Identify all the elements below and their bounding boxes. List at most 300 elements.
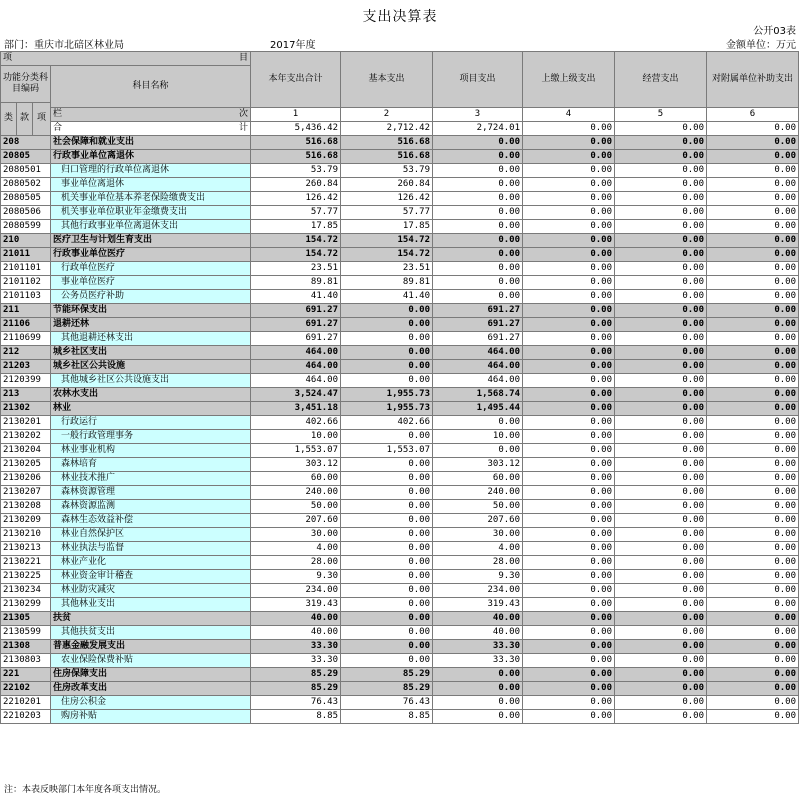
- row-code: 2080506: [1, 206, 51, 220]
- row-value-3: 60.00: [433, 472, 523, 486]
- row-code: 2210201: [1, 696, 51, 710]
- footnote: 注：本表反映部门本年度各项支出情况。: [4, 785, 167, 795]
- row-value-5: 0.00: [615, 402, 707, 416]
- col-number-4: 4: [523, 108, 615, 122]
- row-name: 森林生态效益补偿: [51, 514, 251, 528]
- row-value-5: 0.00: [615, 682, 707, 696]
- row-value-4: 0.00: [523, 136, 615, 150]
- row-value-4: 0.00: [523, 710, 615, 724]
- row-value-2: 89.81: [341, 276, 433, 290]
- row-value-1: 40.00: [251, 626, 341, 640]
- row-code: 2130209: [1, 514, 51, 528]
- row-name: 节能环保支出: [51, 304, 251, 318]
- table-row: [1, 500, 799, 514]
- table-row: [1, 262, 799, 276]
- row-value-3: 0.00: [433, 696, 523, 710]
- row-code: 2130202: [1, 430, 51, 444]
- row-value-1: 9.30: [251, 570, 341, 584]
- row-value-4: 0.00: [523, 178, 615, 192]
- row-name: 林业执法与监督: [51, 542, 251, 556]
- table-row: [1, 626, 799, 640]
- row-value-3: 0.00: [433, 710, 523, 724]
- row-value-5: 0.00: [615, 514, 707, 528]
- row-value-5: 0.00: [615, 430, 707, 444]
- row-value-3: 0.00: [433, 290, 523, 304]
- row-value-5: 0.00: [615, 262, 707, 276]
- row-code: 210: [1, 234, 51, 248]
- row-value-1: 691.27: [251, 332, 341, 346]
- table-row: [1, 612, 799, 626]
- row-value-4: 0.00: [523, 584, 615, 598]
- row-value-2: 41.40: [341, 290, 433, 304]
- row-value-2: 23.51: [341, 262, 433, 276]
- row-value-3: 691.27: [433, 304, 523, 318]
- row-name: 行政单位医疗: [51, 262, 251, 276]
- row-value-2: 126.42: [341, 192, 433, 206]
- row-value-5: 0.00: [615, 458, 707, 472]
- row-value-6: 0.00: [707, 528, 799, 542]
- row-name: 归口管理的行政单位离退休: [51, 164, 251, 178]
- total-row: [1, 122, 799, 136]
- row-value-5: 0.00: [615, 500, 707, 514]
- row-code: 2130299: [1, 598, 51, 612]
- row-value-5: 0.00: [615, 290, 707, 304]
- row-value-5: 0.00: [615, 612, 707, 626]
- row-value-4: 0.00: [523, 262, 615, 276]
- row-value-2: 260.84: [341, 178, 433, 192]
- row-value-4: 0.00: [523, 220, 615, 234]
- row-value-6: 0.00: [707, 612, 799, 626]
- row-name: 行政事业单位医疗: [51, 248, 251, 262]
- row-value-5: 0.00: [615, 220, 707, 234]
- row-value-4: 0.00: [523, 682, 615, 696]
- row-value-3: 0.00: [433, 262, 523, 276]
- table-row: [1, 654, 799, 668]
- row-value-2: 0.00: [341, 528, 433, 542]
- row-value-1: 28.00: [251, 556, 341, 570]
- row-value-3: 1,495.44: [433, 402, 523, 416]
- header-he: 合: [53, 123, 63, 133]
- row-value-2: 0.00: [341, 598, 433, 612]
- header-type-xiang: 项: [33, 102, 51, 136]
- row-code: 2130234: [1, 584, 51, 598]
- row-value-5: 0.00: [615, 136, 707, 150]
- row-value-1: 516.68: [251, 136, 341, 150]
- row-value-6: 0.00: [707, 360, 799, 374]
- row-code: 2130201: [1, 416, 51, 430]
- row-value-3: 207.60: [433, 514, 523, 528]
- row-value-5: 0.00: [615, 472, 707, 486]
- row-value-1: 57.77: [251, 206, 341, 220]
- col-number-1: 1: [251, 108, 341, 122]
- total-value-4: 0.00: [523, 122, 615, 136]
- row-value-5: 0.00: [615, 206, 707, 220]
- row-value-2: 0.00: [341, 626, 433, 640]
- row-value-3: 0.00: [433, 164, 523, 178]
- row-name: 扶贫: [51, 612, 251, 626]
- row-value-3: 0.00: [433, 668, 523, 682]
- row-name: 行政事业单位离退休: [51, 150, 251, 164]
- table-row: [1, 710, 799, 724]
- table-row: [1, 192, 799, 206]
- table-row: [1, 556, 799, 570]
- row-value-2: 402.66: [341, 416, 433, 430]
- total-value-6: 0.00: [707, 122, 799, 136]
- col-number-2: 2: [341, 108, 433, 122]
- row-value-5: 0.00: [615, 584, 707, 598]
- row-value-4: 0.00: [523, 234, 615, 248]
- row-value-5: 0.00: [615, 150, 707, 164]
- table-row: [1, 290, 799, 304]
- row-name: 普惠金融发展支出: [51, 640, 251, 654]
- header-col-3: 项目支出: [433, 52, 523, 108]
- row-value-4: 0.00: [523, 598, 615, 612]
- row-name: 住房保障支出: [51, 668, 251, 682]
- row-code: 2130210: [1, 528, 51, 542]
- row-value-6: 0.00: [707, 654, 799, 668]
- row-value-4: 0.00: [523, 612, 615, 626]
- row-value-6: 0.00: [707, 416, 799, 430]
- table-row: [1, 696, 799, 710]
- row-value-5: 0.00: [615, 388, 707, 402]
- table-row: [1, 570, 799, 584]
- row-value-2: 516.68: [341, 150, 433, 164]
- table-row: [1, 304, 799, 318]
- row-value-3: 1,568.74: [433, 388, 523, 402]
- row-value-3: 33.30: [433, 640, 523, 654]
- row-value-4: 0.00: [523, 472, 615, 486]
- row-value-1: 303.12: [251, 458, 341, 472]
- row-value-4: 0.00: [523, 556, 615, 570]
- row-name: 事业单位离退休: [51, 178, 251, 192]
- row-value-6: 0.00: [707, 458, 799, 472]
- row-name: 森林资源管理: [51, 486, 251, 500]
- row-value-4: 0.00: [523, 318, 615, 332]
- row-value-4: 0.00: [523, 654, 615, 668]
- row-value-5: 0.00: [615, 304, 707, 318]
- header-subject-name: 科目名称: [51, 66, 251, 108]
- row-value-3: 0.00: [433, 220, 523, 234]
- row-value-6: 0.00: [707, 346, 799, 360]
- row-value-2: 0.00: [341, 556, 433, 570]
- row-value-3: 240.00: [433, 486, 523, 500]
- row-name: 林业: [51, 402, 251, 416]
- row-value-5: 0.00: [615, 276, 707, 290]
- row-name: 其他城乡社区公共设施支出: [51, 374, 251, 388]
- row-code: 221: [1, 668, 51, 682]
- total-value-3: 2,724.01: [433, 122, 523, 136]
- table-row: [1, 346, 799, 360]
- row-value-6: 0.00: [707, 556, 799, 570]
- row-value-6: 0.00: [707, 164, 799, 178]
- row-value-3: 40.00: [433, 626, 523, 640]
- row-value-6: 0.00: [707, 262, 799, 276]
- row-name: 住房改革支出: [51, 682, 251, 696]
- row-value-2: 0.00: [341, 458, 433, 472]
- row-code: 2130225: [1, 570, 51, 584]
- row-value-1: 260.84: [251, 178, 341, 192]
- row-name: 农林水支出: [51, 388, 251, 402]
- row-value-1: 41.40: [251, 290, 341, 304]
- row-value-2: 0.00: [341, 514, 433, 528]
- row-value-3: 319.43: [433, 598, 523, 612]
- row-value-1: 234.00: [251, 584, 341, 598]
- row-value-2: 154.72: [341, 248, 433, 262]
- row-value-5: 0.00: [615, 556, 707, 570]
- table-row: [1, 150, 799, 164]
- table-row: [1, 234, 799, 248]
- row-value-1: 207.60: [251, 514, 341, 528]
- row-value-3: 234.00: [433, 584, 523, 598]
- table-row: [1, 584, 799, 598]
- row-value-5: 0.00: [615, 360, 707, 374]
- row-name: 林业资金审计稽查: [51, 570, 251, 584]
- row-value-1: 50.00: [251, 500, 341, 514]
- total-value-1: 5,436.42: [251, 122, 341, 136]
- table-row: [1, 220, 799, 234]
- row-code: 2080502: [1, 178, 51, 192]
- row-value-3: 691.27: [433, 318, 523, 332]
- row-value-2: 17.85: [341, 220, 433, 234]
- col-number-5: 5: [615, 108, 707, 122]
- row-value-6: 0.00: [707, 150, 799, 164]
- row-code: 2130206: [1, 472, 51, 486]
- row-name: 医疗卫生与计划生育支出: [51, 234, 251, 248]
- row-value-3: 464.00: [433, 374, 523, 388]
- row-value-3: 40.00: [433, 612, 523, 626]
- row-value-2: 516.68: [341, 136, 433, 150]
- header-item-label: 项: [1, 52, 51, 66]
- row-value-5: 0.00: [615, 332, 707, 346]
- header-col-5: 经营支出: [615, 52, 707, 108]
- row-name: 机关事业单位职业年金缴费支出: [51, 206, 251, 220]
- row-value-4: 0.00: [523, 374, 615, 388]
- row-value-1: 76.43: [251, 696, 341, 710]
- row-code: 2130213: [1, 542, 51, 556]
- row-name: 其他行政事业单位离退休支出: [51, 220, 251, 234]
- table-row: [1, 206, 799, 220]
- header-type-kuan: 款: [17, 102, 33, 136]
- total-value-2: 2,712.42: [341, 122, 433, 136]
- row-value-1: 464.00: [251, 360, 341, 374]
- row-value-6: 0.00: [707, 206, 799, 220]
- row-value-2: 0.00: [341, 430, 433, 444]
- row-value-4: 0.00: [523, 514, 615, 528]
- row-value-5: 0.00: [615, 668, 707, 682]
- row-value-5: 0.00: [615, 626, 707, 640]
- row-value-5: 0.00: [615, 192, 707, 206]
- row-value-3: 0.00: [433, 682, 523, 696]
- row-value-6: 0.00: [707, 388, 799, 402]
- row-value-6: 0.00: [707, 402, 799, 416]
- header-ji: 计: [239, 123, 249, 133]
- row-value-1: 53.79: [251, 164, 341, 178]
- table-row: [1, 402, 799, 416]
- row-value-2: 0.00: [341, 654, 433, 668]
- row-value-6: 0.00: [707, 248, 799, 262]
- row-value-2: 0.00: [341, 346, 433, 360]
- row-value-4: 0.00: [523, 346, 615, 360]
- row-value-6: 0.00: [707, 332, 799, 346]
- page-title: 支出决算表: [362, 9, 438, 25]
- table-row: [1, 164, 799, 178]
- table-row: [1, 528, 799, 542]
- table-row: [1, 472, 799, 486]
- table-row: [1, 640, 799, 654]
- row-value-3: 0.00: [433, 150, 523, 164]
- row-value-6: 0.00: [707, 430, 799, 444]
- row-value-2: 1,553.07: [341, 444, 433, 458]
- row-value-4: 0.00: [523, 402, 615, 416]
- row-code: 21011: [1, 248, 51, 262]
- row-value-2: 8.85: [341, 710, 433, 724]
- row-code: 21106: [1, 318, 51, 332]
- row-value-4: 0.00: [523, 164, 615, 178]
- row-name: 林业产业化: [51, 556, 251, 570]
- table-row: [1, 430, 799, 444]
- table-row: [1, 360, 799, 374]
- header-ci: 次: [239, 109, 249, 119]
- row-value-3: 28.00: [433, 556, 523, 570]
- expenditure-table: [0, 51, 799, 724]
- row-value-4: 0.00: [523, 486, 615, 500]
- row-value-6: 0.00: [707, 584, 799, 598]
- row-value-6: 0.00: [707, 500, 799, 514]
- row-value-3: 10.00: [433, 430, 523, 444]
- table-row: [1, 416, 799, 430]
- row-value-5: 0.00: [615, 696, 707, 710]
- row-value-5: 0.00: [615, 178, 707, 192]
- row-value-1: 1,553.07: [251, 444, 341, 458]
- row-value-3: 464.00: [433, 360, 523, 374]
- row-value-2: 85.29: [341, 668, 433, 682]
- row-value-1: 691.27: [251, 318, 341, 332]
- row-value-6: 0.00: [707, 318, 799, 332]
- row-value-4: 0.00: [523, 416, 615, 430]
- row-value-5: 0.00: [615, 374, 707, 388]
- header-func-code: 功能分类科目编码: [1, 66, 51, 103]
- row-value-2: 0.00: [341, 612, 433, 626]
- row-value-2: 0.00: [341, 570, 433, 584]
- row-value-6: 0.00: [707, 374, 799, 388]
- row-value-2: 0.00: [341, 304, 433, 318]
- row-value-1: 319.43: [251, 598, 341, 612]
- header-type-lei: 类: [1, 102, 17, 136]
- row-value-2: 0.00: [341, 318, 433, 332]
- row-value-1: 23.51: [251, 262, 341, 276]
- row-name: 机关事业单位基本养老保险缴费支出: [51, 192, 251, 206]
- row-code: 2080505: [1, 192, 51, 206]
- row-value-5: 0.00: [615, 654, 707, 668]
- row-value-3: 9.30: [433, 570, 523, 584]
- row-value-4: 0.00: [523, 444, 615, 458]
- row-value-3: 50.00: [433, 500, 523, 514]
- row-value-6: 0.00: [707, 542, 799, 556]
- row-value-1: 33.30: [251, 640, 341, 654]
- header-col-1: 本年支出合计: [251, 52, 341, 108]
- row-value-5: 0.00: [615, 444, 707, 458]
- row-value-3: 30.00: [433, 528, 523, 542]
- row-value-1: 33.30: [251, 654, 341, 668]
- row-name: 林业事业机构: [51, 444, 251, 458]
- header-row-lan: [1, 108, 799, 122]
- unit-label: 金额单位：万元: [726, 40, 796, 51]
- row-value-6: 0.00: [707, 472, 799, 486]
- row-code: 22102: [1, 682, 51, 696]
- row-value-1: 4.00: [251, 542, 341, 556]
- row-value-4: 0.00: [523, 248, 615, 262]
- header-col-4: 上缴上级支出: [523, 52, 615, 108]
- row-value-2: 0.00: [341, 584, 433, 598]
- row-value-4: 0.00: [523, 150, 615, 164]
- row-value-1: 516.68: [251, 150, 341, 164]
- row-value-5: 0.00: [615, 542, 707, 556]
- table-row: [1, 374, 799, 388]
- col-number-6: 6: [707, 108, 799, 122]
- row-code: 208: [1, 136, 51, 150]
- row-value-1: 89.81: [251, 276, 341, 290]
- row-value-3: 303.12: [433, 458, 523, 472]
- row-name: 购房补贴: [51, 710, 251, 724]
- row-value-6: 0.00: [707, 220, 799, 234]
- row-value-2: 0.00: [341, 500, 433, 514]
- row-value-6: 0.00: [707, 192, 799, 206]
- row-value-5: 0.00: [615, 234, 707, 248]
- form-number: 公开03表: [753, 26, 796, 37]
- table-row: [1, 668, 799, 682]
- row-value-2: 0.00: [341, 374, 433, 388]
- row-value-4: 0.00: [523, 304, 615, 318]
- row-value-4: 0.00: [523, 430, 615, 444]
- total-value-5: 0.00: [615, 122, 707, 136]
- table-row: [1, 486, 799, 500]
- table-row: [1, 458, 799, 472]
- row-value-5: 0.00: [615, 164, 707, 178]
- row-value-1: 85.29: [251, 682, 341, 696]
- row-value-2: 53.79: [341, 164, 433, 178]
- row-value-6: 0.00: [707, 682, 799, 696]
- row-value-3: 464.00: [433, 346, 523, 360]
- row-value-6: 0.00: [707, 626, 799, 640]
- row-name: 林业自然保护区: [51, 528, 251, 542]
- row-value-2: 85.29: [341, 682, 433, 696]
- table-row: [1, 444, 799, 458]
- row-value-6: 0.00: [707, 304, 799, 318]
- row-value-5: 0.00: [615, 570, 707, 584]
- row-code: 2130205: [1, 458, 51, 472]
- row-value-4: 0.00: [523, 360, 615, 374]
- row-value-1: 691.27: [251, 304, 341, 318]
- row-value-5: 0.00: [615, 416, 707, 430]
- row-value-4: 0.00: [523, 276, 615, 290]
- row-name: 森林培育: [51, 458, 251, 472]
- row-code: 2101103: [1, 290, 51, 304]
- row-code: 2110699: [1, 332, 51, 346]
- row-code: 2120399: [1, 374, 51, 388]
- row-code: 2210203: [1, 710, 51, 724]
- row-value-1: 464.00: [251, 346, 341, 360]
- row-name: 社会保障和就业支出: [51, 136, 251, 150]
- row-value-2: 0.00: [341, 332, 433, 346]
- row-value-5: 0.00: [615, 710, 707, 724]
- row-value-6: 0.00: [707, 696, 799, 710]
- header-col-2: 基本支出: [341, 52, 433, 108]
- row-value-4: 0.00: [523, 528, 615, 542]
- row-value-1: 40.00: [251, 612, 341, 626]
- table-row: [1, 318, 799, 332]
- row-name: 农业保险保费补贴: [51, 654, 251, 668]
- row-value-6: 0.00: [707, 276, 799, 290]
